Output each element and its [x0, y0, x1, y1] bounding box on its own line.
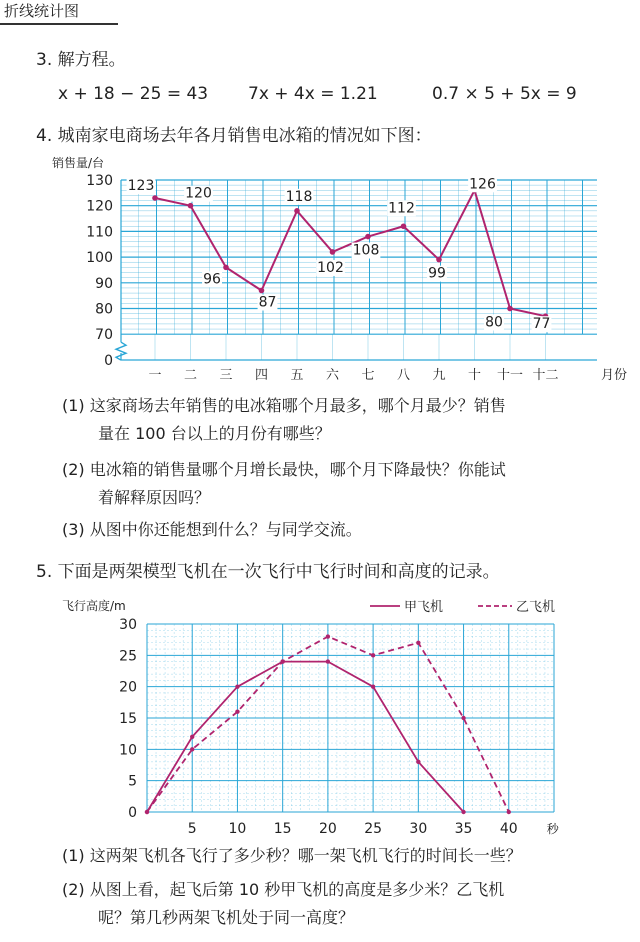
data-point — [152, 195, 158, 201]
x-tick-label: 25 — [364, 821, 383, 837]
data-label: 108 — [352, 242, 380, 259]
data-label: 99 — [428, 265, 446, 282]
x-tick-label: 40 — [499, 821, 518, 837]
header-underline — [0, 23, 118, 25]
data-label: 126 — [469, 176, 496, 193]
q5-question-1: (1) 这两架飞机各飞行了多少秒？哪一架飞机飞行的时间长一些？ — [62, 846, 522, 865]
y-tick-label: 110 — [86, 224, 113, 241]
y-tick-label: 0 — [104, 353, 113, 369]
data-point — [145, 810, 149, 814]
data-point — [294, 208, 300, 214]
y-tick-label: 70 — [95, 327, 113, 344]
equation-3: 0.7 × 5 + 5x = 9 — [432, 84, 577, 104]
data-point — [436, 257, 442, 263]
data-point — [235, 684, 239, 688]
x-tick-label: 十一 — [496, 368, 524, 383]
data-point — [507, 306, 513, 312]
data-label: 80 — [485, 314, 503, 331]
data-point — [365, 234, 371, 240]
y-tick-label: 15 — [119, 711, 137, 727]
y-tick-label: 20 — [119, 679, 137, 696]
x-tick-label: 八 — [396, 368, 411, 383]
data-point — [416, 760, 420, 764]
data-label: 102 — [317, 259, 344, 276]
data-label: 87 — [258, 294, 277, 311]
y-tick-label: 80 — [95, 301, 113, 318]
data-point — [461, 716, 465, 720]
y-tick-label: 30 — [119, 617, 137, 633]
q5-title: 5. 下面是两架模型飞机在一次飞行中飞行时间和高度的记录。 — [36, 562, 500, 582]
flight-line-chart — [0, 588, 640, 840]
data-point — [401, 223, 407, 229]
y-tick-label: 10 — [119, 742, 137, 759]
header-title: 折线统计图 — [4, 2, 80, 20]
legend-label-yi: 乙飞机 — [516, 600, 556, 615]
sales-chart-line — [152, 187, 548, 319]
data-point — [371, 653, 375, 657]
x-tick-label: 七 — [361, 368, 375, 383]
x-tick-label: 十 — [467, 368, 482, 383]
equation-1: x + 18 − 25 = 43 — [58, 84, 209, 104]
data-point — [280, 659, 284, 663]
y-axis-title: 销售量/台 — [52, 156, 105, 170]
sales-line-chart — [0, 150, 640, 386]
q5-question-2b: 呢？第几秒两架飞机处于同一高度？ — [98, 908, 355, 927]
x-tick-label: 三 — [219, 368, 233, 383]
x-tick-label: 10 — [228, 821, 247, 837]
x-tick-label: 30 — [409, 821, 428, 837]
x-tick-label: 二 — [183, 368, 198, 383]
q3-title: 3. 解方程。 — [36, 50, 126, 70]
data-label: 112 — [388, 200, 415, 217]
data-label: 96 — [203, 271, 221, 288]
q4-question-1b: 量在 100 台以上的月份有哪些？ — [98, 424, 331, 443]
y-tick-label: 5 — [128, 773, 137, 790]
data-point — [371, 684, 375, 688]
data-label: 123 — [127, 177, 155, 194]
y-tick-label: 90 — [95, 275, 113, 292]
legend-label-jia: 甲飞机 — [404, 600, 444, 615]
data-point — [461, 810, 465, 814]
x-tick-label: 九 — [432, 368, 446, 383]
equation-2: 7x + 4x = 1.21 — [248, 84, 378, 104]
data-point — [507, 810, 511, 814]
data-point — [223, 265, 229, 271]
x-axis-title: 月份 — [601, 368, 628, 383]
y-tick-label: 130 — [86, 173, 113, 189]
data-point — [188, 203, 194, 209]
x-tick-label: 5 — [187, 821, 197, 837]
q4-question-3: (3) 从图中你还能想到什么？与同学交流。 — [62, 520, 362, 539]
flight-chart-legend — [370, 599, 555, 615]
y-tick-label: 100 — [86, 250, 113, 267]
data-label: 77 — [532, 316, 551, 333]
y-axis-title: 飞行高度/m — [62, 599, 126, 613]
x-tick-label: 六 — [325, 368, 340, 383]
data-label: 120 — [185, 185, 212, 202]
x-tick-label: 四 — [254, 368, 269, 383]
x-tick-label: 35 — [454, 821, 473, 837]
data-label: 118 — [285, 188, 313, 205]
y-tick-label: 120 — [86, 198, 113, 215]
x-tick-label: 十二 — [532, 368, 559, 383]
x-axis-title: 秒 — [546, 822, 559, 836]
q4-title: 4. 城南家电商场去年各月销售电冰箱的情况如下图： — [36, 126, 432, 146]
data-point — [259, 288, 265, 294]
data-point — [330, 249, 336, 255]
data-point — [416, 641, 420, 645]
x-tick-label: 一 — [148, 368, 162, 383]
data-point — [190, 747, 194, 751]
x-tick-label: 15 — [273, 821, 292, 837]
data-point — [190, 735, 194, 739]
data-point — [235, 710, 239, 714]
q4-question-2a: (2) 电冰箱的销售量哪个月增长最快，哪个月下降最快？你能试 — [62, 460, 506, 479]
data-point — [326, 634, 330, 638]
x-tick-label: 20 — [318, 821, 337, 837]
y-tick-label: 25 — [119, 648, 137, 665]
q4-question-2b: 着解释原因吗？ — [98, 488, 211, 507]
x-tick-label: 五 — [290, 368, 304, 383]
q4-question-1a: (1) 这家商场去年销售的电冰箱哪个月最多，哪个月最少？销售 — [62, 396, 506, 415]
q5-question-2a: (2) 从图上看，起飞后第 10 秒甲飞机的高度是多少米？乙飞机 — [62, 880, 505, 899]
y-tick-label: 0 — [128, 805, 137, 821]
data-point — [326, 659, 330, 663]
sales-series-line — [155, 190, 546, 316]
